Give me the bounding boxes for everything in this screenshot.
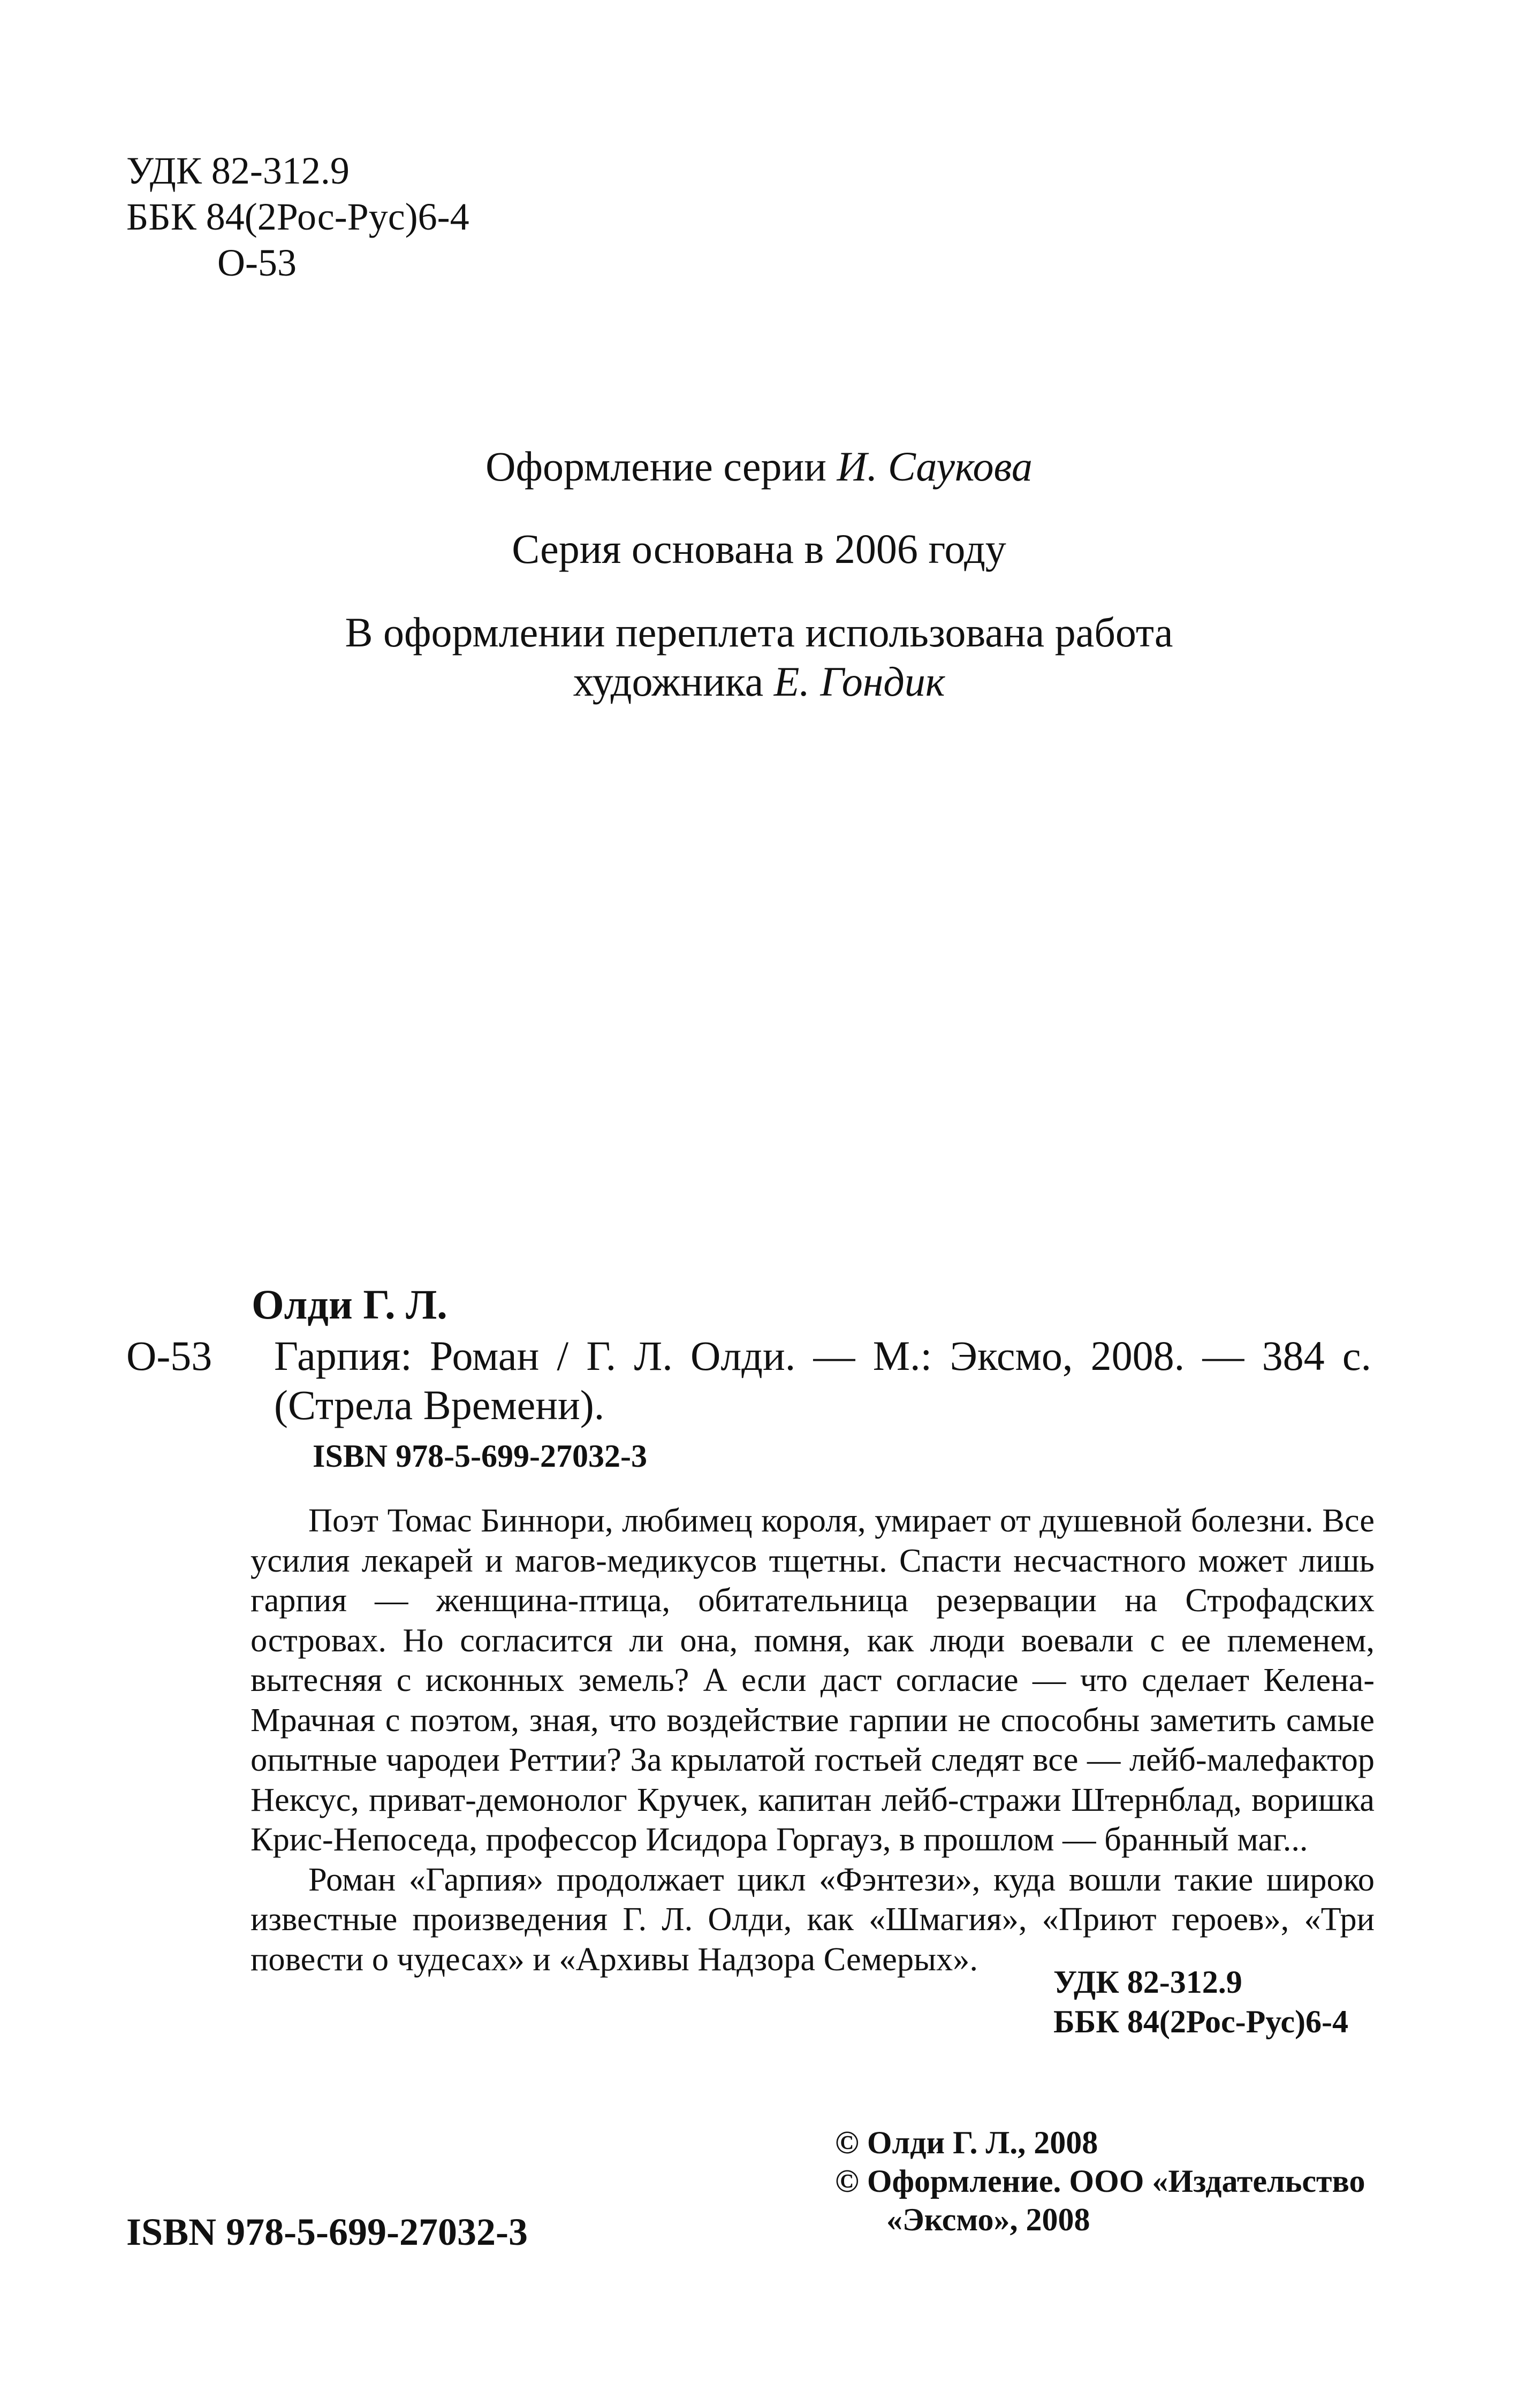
binding-credit-line2 <box>0 657 1518 706</box>
record-author: Олди Г. Л. <box>252 1281 447 1328</box>
binding-credit <box>0 608 1518 706</box>
record-shelf-code: О-53 <box>126 1332 212 1379</box>
author-mark: О-53 <box>217 241 297 284</box>
annotation <box>251 1501 1375 1979</box>
binding-artist-label: художника <box>573 658 774 705</box>
copyright-block <box>835 2123 1365 2239</box>
udk-code: УДК 82-312.9 <box>126 149 350 192</box>
series-designer-name: И. Саукова <box>837 443 1033 490</box>
binding-artist-name: Е. Гондик <box>773 658 945 705</box>
series-founded-line: Серия основана в 2006 году <box>512 525 1006 572</box>
copyright-design-line1: © Оформление. ООО «Издательство <box>835 2163 1365 2199</box>
bbk-code: ББК 84(2Рос-Рус)6-4 <box>126 195 469 238</box>
annotation-paragraph: Поэт Томас Биннори, любимец короля, умирает от душевной болезни. Все усилия лекарей и магов-медикусов тщетны. Спасти несчастного может лишь гарпия — женщина-птица, обитательница резервации на Строфадских островах. Но согласится ли она, помня, как люди воевали с ее племенем, вытесняя с исконных земель? А если даст согласие — что сделает Келена-Мрачная с поэтом, зная, что воздействие гарпии не способны заметить самые опытные чародеи Реттии? За крылатой гостьей следят все — лейб-малефактор Нексус, приват-демонолог Кручек, капитан лейб-стражи Штернблад, воришка Крис-Непоседа, профессор Исидора Горгауз, в прошлом — бранный маг... <box>251 1502 1375 1858</box>
record-isbn: ISBN 978-5-699-27032-3 <box>313 1438 647 1474</box>
annotation-paragraph: Роман «Гарпия» продолжает цикл «Фэнтези», куда вошли такие широко известные произведения Г. Л. Олди, как «Шмагия», «Приют героев», «Три повести о чудесах» и «Архивы Надзора Семерых». <box>251 1861 1375 1978</box>
classification-codes <box>1053 1962 1348 2041</box>
isbn-bottom: ISBN 978-5-699-27032-3 <box>126 2211 528 2253</box>
copyright-design-line2: «Эксмо», 2008 <box>886 2202 1090 2237</box>
series-design-label: Оформление серии <box>485 443 837 490</box>
record-title: Гарпия: Роман / Г. Л. Олди. — М.: Эксмо, 2008. — 384 с. (Стрела Времени). <box>274 1332 1371 1428</box>
index-block <box>126 148 469 286</box>
bbk-code-bold: ББК 84(2Рос-Рус)6-4 <box>1053 2004 1348 2039</box>
binding-credit-line1: В оформлении переплета использована работа <box>345 609 1173 656</box>
udk-code-bold: УДК 82-312.9 <box>1053 1964 1242 2000</box>
copyright-author: © Олди Г. Л., 2008 <box>835 2125 1098 2160</box>
series-design-credit <box>0 442 1518 491</box>
